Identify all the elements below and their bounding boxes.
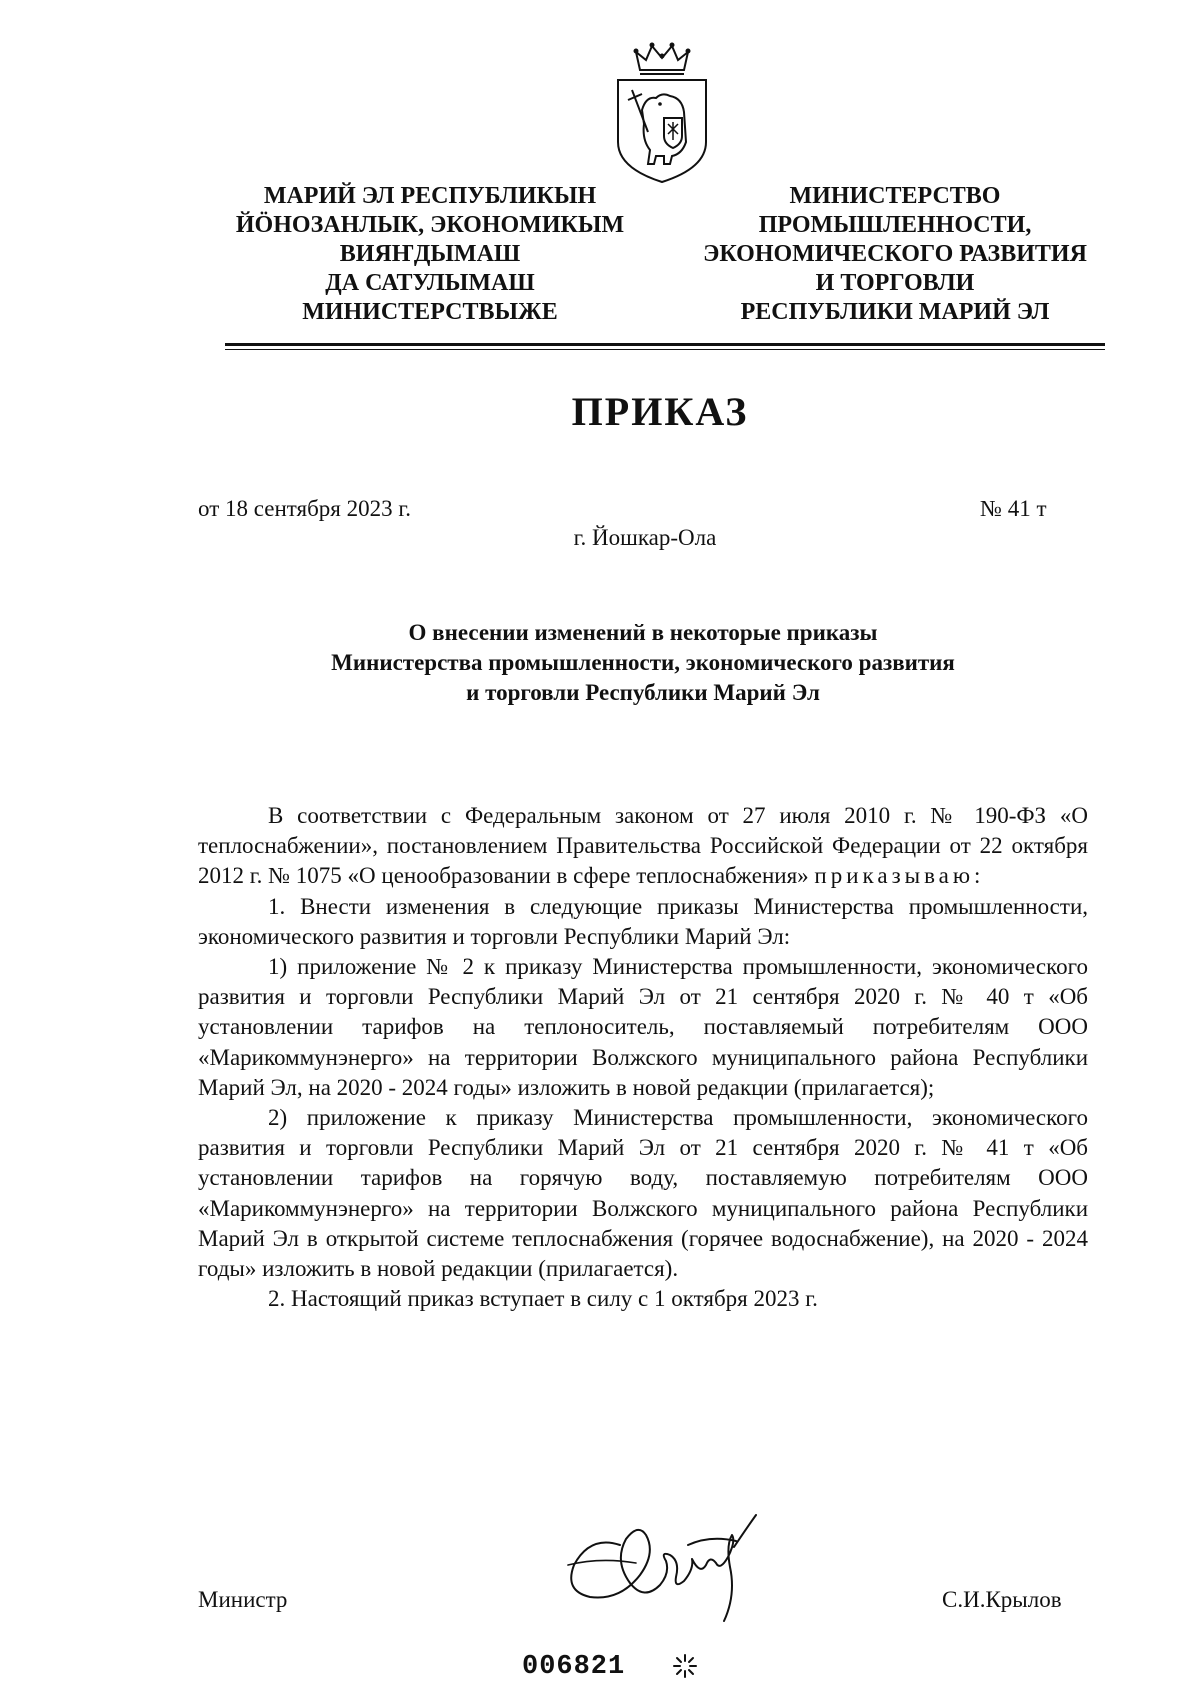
item-2-paragraph: 2. Настоящий приказ вступает в силу с 1 октября 2023 г. <box>268 1286 818 1312</box>
asterisk-stamp-icon <box>670 1651 700 1681</box>
document-title: ПРИКАЗ <box>571 389 749 434</box>
header-right-line: РЕСПУБЛИКИ МАРИЙ ЭЛ <box>740 299 1050 325</box>
header-right-line: МИНИСТЕРСТВО <box>789 183 1001 209</box>
preamble-paragraph <box>198 801 1088 892</box>
coat-of-arms-icon <box>612 40 712 185</box>
ministry-name-mari <box>215 182 645 327</box>
header-right-line: ПРОМЫШЛЕННОСТИ, <box>758 212 1032 238</box>
header-right-line: И ТОРГОВЛИ <box>815 270 975 296</box>
subject-line: Министерства промышленности, экономического развития <box>331 650 955 675</box>
header-left-line: ВИЯҤДЫМАШ <box>339 241 521 267</box>
subject-line: О внесении изменений в некоторые приказы <box>408 620 878 645</box>
header-left-line: ЙÖНОЗАНЛЫК, ЭКОНОМИКЫМ <box>235 212 625 238</box>
document-subject <box>198 618 1088 708</box>
document-city: г. Йошкар-Ола <box>573 525 717 550</box>
ministry-name-russian <box>675 182 1115 327</box>
item-1-1-paragraph: 1) приложение № 2 к приказу Министерства промышленности, экономического развития и торговли Республики Марий Эл от 21 сентября 2020 г. № 40 т «Об установлении тарифов на теплоноситель, поставляемый потребителям ООО «Марикоммунэнерго» на территории Волжского муниципального района Республики Марий Эл, на 2020 - 2024 годы» изложить в новой редакции (прилагается); <box>198 954 1088 1100</box>
signature-icon <box>560 1505 790 1625</box>
subject-line: и торговли Республики Марий Эл <box>466 680 820 705</box>
header-left-line: МАРИЙ ЭЛ РЕСПУБЛИКЫН <box>263 183 597 209</box>
signer-role: Министр <box>198 1587 288 1612</box>
header-right-line: ЭКОНОМИЧЕСКОГО РАЗВИТИЯ <box>703 241 1087 267</box>
document-number: № 41 т <box>980 496 1047 521</box>
item-1-2-paragraph: 2) приложение к приказу Министерства промышленности, экономического развития и торговли Республики Марий Эл от 21 сентября 2020 г. № 41 т «Об установлении тарифов на горячую воду, поставляемую потребителям ООО «Марикоммунэнерго» на территории Волжского муниципального района Республики Марий Эл в открытой системе теплоснабжения (горячее водоснабжение), на 2020 - 2024 годы» изложить в новой редакции (прилагается). <box>198 1105 1088 1282</box>
preamble-text: В соответствии с Федеральным законом от 27 июля 2010 г. № 190-ФЗ «О теплоснабжении», постановлением Правительства Российской Федерации от 22 октября 2012 г. № 1075 «О ценообразовании в сфере теплоснабжения» <box>198 803 1088 889</box>
document-body <box>198 801 1088 1314</box>
order-word: приказываю: <box>814 863 985 889</box>
signer-name: С.И.Крылов <box>942 1587 1062 1612</box>
header-left-line: МИНИСТЕРСТВЫЖЕ <box>302 299 558 325</box>
serial-number: 006821 <box>522 1652 626 1682</box>
document-date: от 18 сентября 2023 г. <box>198 496 411 521</box>
header-divider-thin <box>225 349 1105 350</box>
header-left-line: ДА САТУЛЫМАШ <box>325 270 535 296</box>
item-1-paragraph: 1. Внести изменения в следующие приказы Министерства промышленности, экономического развития и торговли Республики Марий Эл: <box>198 893 1088 949</box>
header-divider-thick <box>225 343 1105 346</box>
